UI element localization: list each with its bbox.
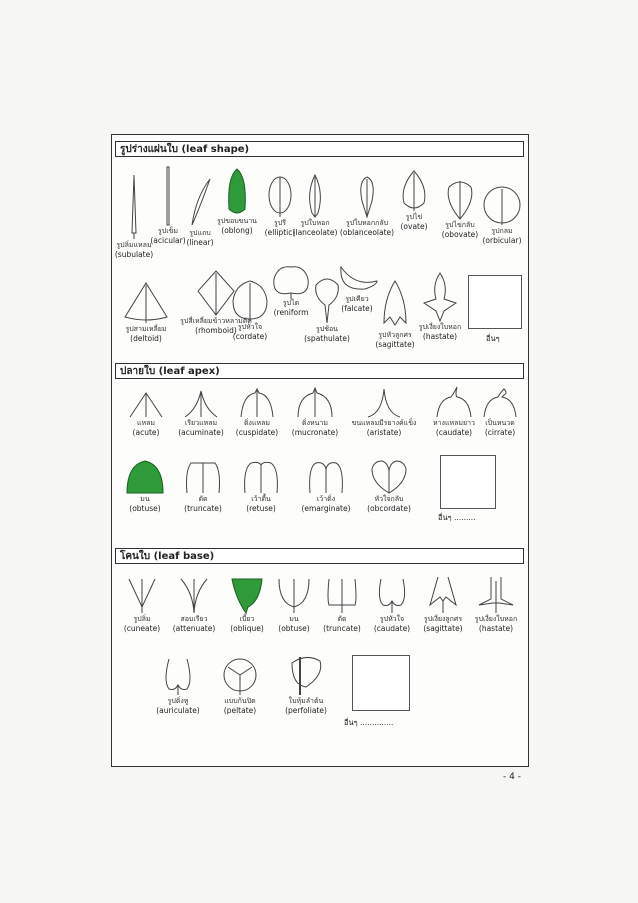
base-cuneate: รูปลิ่ม (cuneate) [120, 577, 164, 633]
leaf-rhomboid: รูปสี่เหลี่ยมข้าวหลามตัด (rhomboid) [166, 269, 266, 335]
apex-caudate: หางแหลมยาว (caudate) [428, 385, 480, 437]
apex-truncate: ตัด (truncate) [176, 459, 230, 513]
base-auriculate: รูปติ่งหู (auriculate) [152, 657, 204, 715]
apex-obtuse: มน (obtuse) [120, 459, 170, 513]
leaf-obovate: รูปไข่กลับ (obovate) [438, 177, 482, 239]
leaf-orbicular: รูปกลม (orbicular) [478, 185, 526, 245]
worksheet-frame [111, 134, 529, 767]
apex-obcordate: หัวใจกลับ (obcordate) [358, 459, 420, 513]
base-obtuse: มน (obtuse) [272, 577, 316, 633]
apex-cirrate: เป็นหนวด (cirrate) [480, 387, 520, 437]
other-apex-label: อื่นๆ ......... [438, 513, 476, 522]
base-peltate: แบบก้นปิด (peltate) [214, 657, 266, 715]
base-perfoliate: ใบหุ้มลำต้น (perfoliate) [276, 655, 336, 715]
leaf-sagittate: รูปหัวลูกศร (sagittate) [368, 279, 422, 349]
apex-cuspidate: ติ่งแหลม (cuspidate) [232, 387, 282, 437]
apex-acute: แหลม (acute) [124, 391, 168, 437]
page-number: - 4 - [503, 772, 521, 782]
base-truncate: ตัด (truncate) [318, 577, 366, 633]
other-base-label: อื่นๆ .............. [344, 718, 394, 727]
base-sagittate: รูปเงี่ยงลูกศร (sagittate) [416, 575, 470, 633]
other-apex-box[interactable] [440, 455, 496, 509]
leaf-falcate: รูปเคียว (falcate) [334, 263, 380, 313]
leaf-reniform: รูปไต (reniform [268, 263, 314, 317]
apex-mucronate: ติ่งหนาม (mucronate) [288, 387, 342, 437]
leaf-ovate: รูปไข่ (ovate) [396, 169, 432, 231]
apex-retuse: เว้าตื้น (retuse) [236, 459, 286, 513]
other-shape-label: อื่นๆ [486, 334, 500, 343]
section-header-leaf-apex: ปลายใบ (leaf apex) [115, 363, 524, 379]
base-oblique: เบี้ยว (oblique) [224, 577, 270, 633]
leaf-deltoid: รูปสามเหลี่ยม (deltoid) [118, 281, 174, 343]
other-shape-box[interactable] [468, 275, 522, 329]
leaf-cordate: รูปหัวใจ (cordate) [224, 279, 276, 341]
section-header-leaf-base: โคนใบ (leaf base) [115, 548, 524, 564]
base-hastate: รูปเงี่ยงใบหอก (hastate) [470, 575, 522, 633]
leaf-elliptic: รูปรี (elliptic) [260, 175, 300, 237]
other-base-box[interactable] [352, 655, 410, 711]
leaf-lanceolate: รูปใบหอก (lanceolate) [290, 173, 340, 237]
leaf-acicular: รูปเข็ม (acicular) [146, 165, 190, 245]
leaf-oblanceolate: รูปใบหอกกลับ (oblanceolate) [336, 175, 398, 237]
apex-aristate: ขนแหลมมีรยางค์แข็ง (aristate) [344, 387, 424, 437]
leaf-linear: รูปแถบ (linear) [182, 177, 218, 247]
leaf-oblong: รูปขอบขนาน (oblong) [212, 167, 262, 235]
apex-emarginate: เว้าติ่ง (emarginate) [296, 459, 356, 513]
section-header-leaf-shape: รูปร่างแผ่นใบ (leaf shape) [115, 141, 524, 157]
apex-acuminate: เรียวแหลม (acuminate) [174, 389, 228, 437]
base-caudate: รูปหัวใจ (caudate) [368, 577, 416, 633]
leaf-subulate: รูปลิ่มแหลม (subulate) [114, 173, 154, 259]
leaf-spathulate: รูปช้อน (spathulate) [302, 273, 352, 343]
base-attenuate: สอบเรียว (attenuate) [168, 577, 220, 633]
leaf-hastate: รูปเงี่ยงใบหอก (hastate) [412, 271, 468, 341]
